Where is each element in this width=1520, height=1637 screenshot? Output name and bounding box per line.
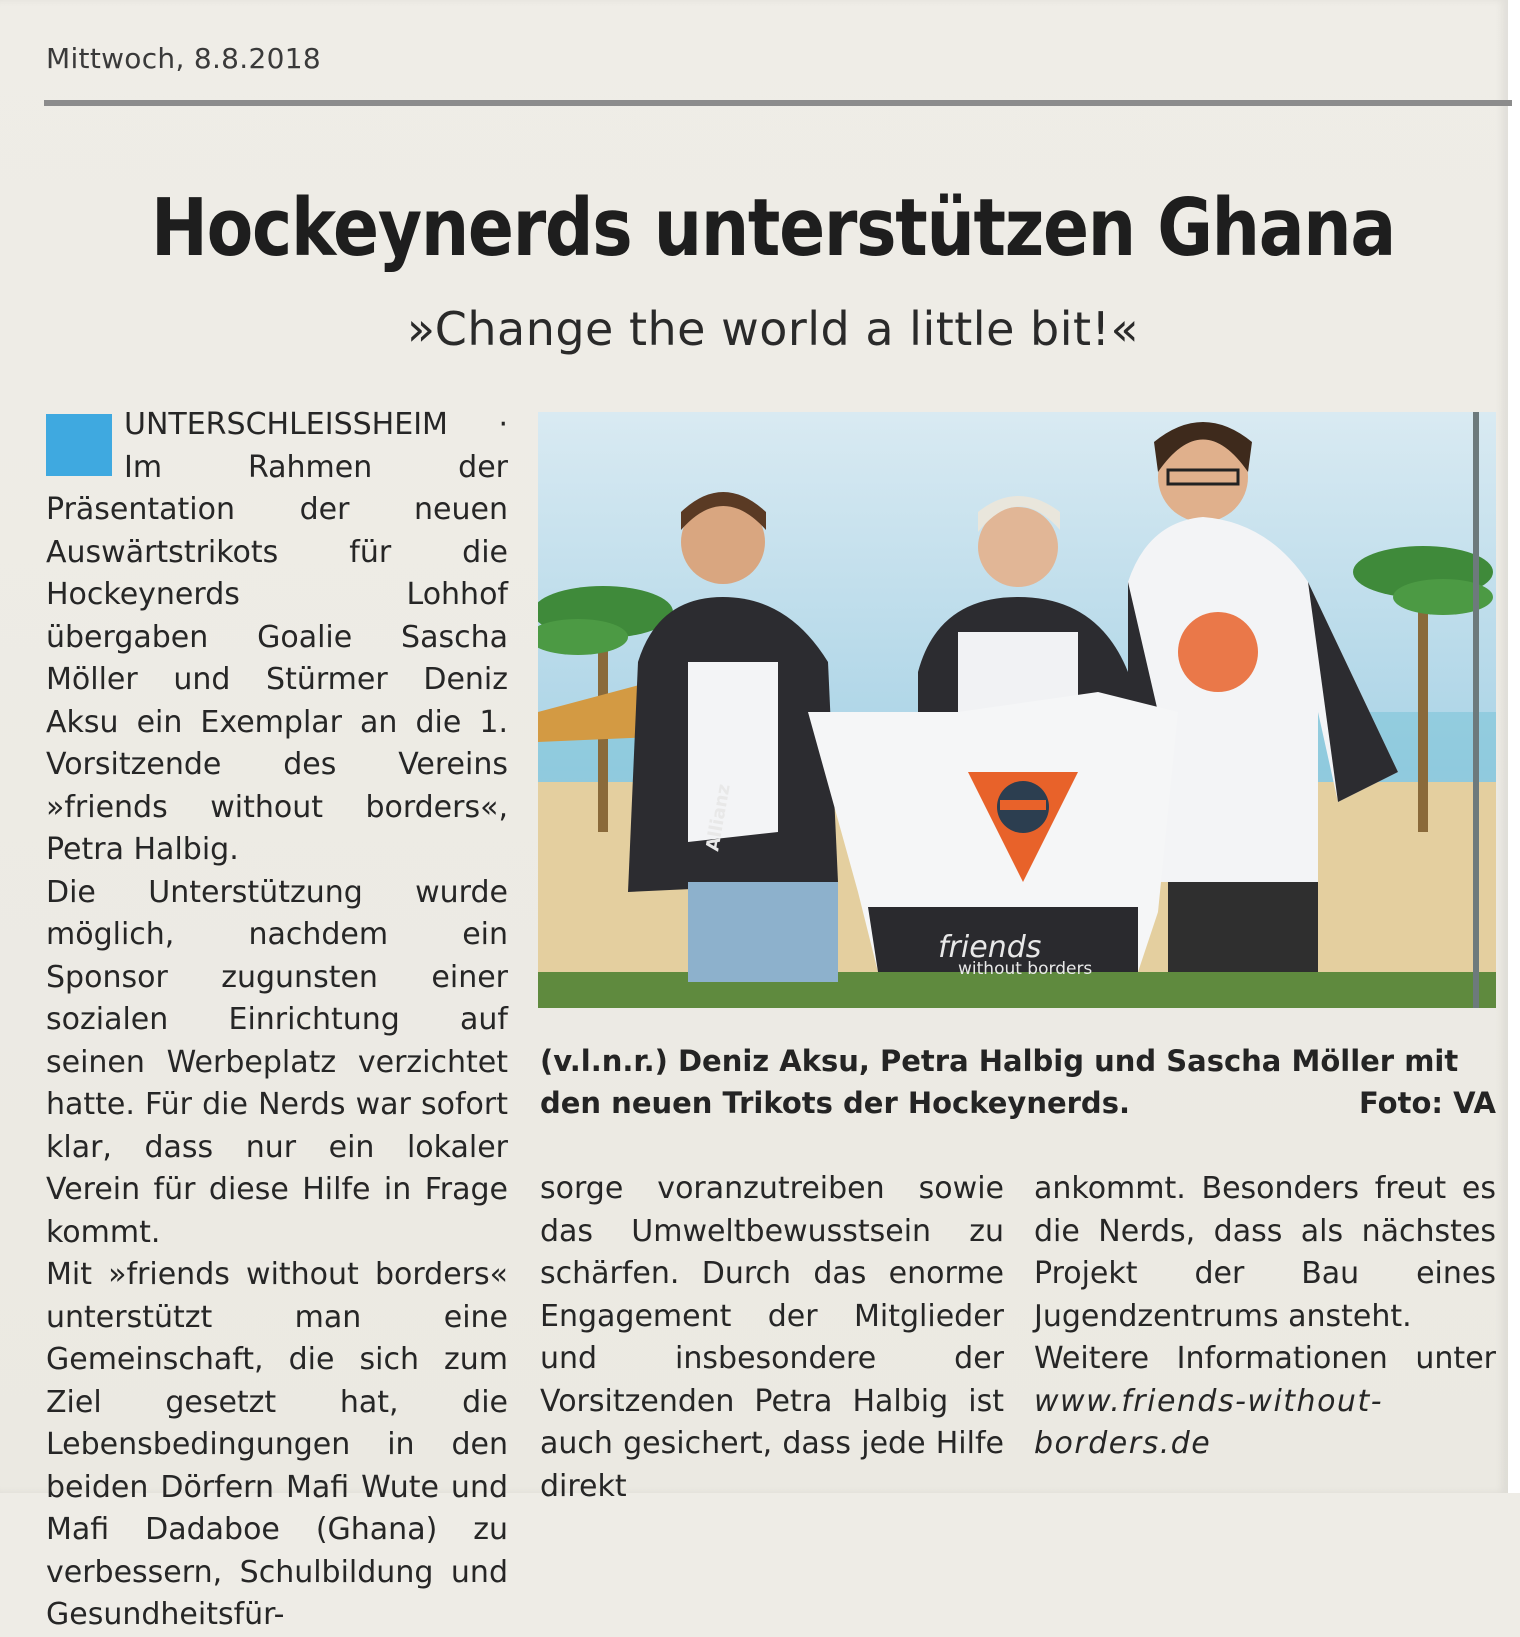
article-photo: [538, 412, 1496, 1008]
photo-caption: [540, 1040, 1496, 1124]
article-paragraph: Die Unterstützung wurde möglich, nachdem ein Sponsor zugunsten einer sozialen Einrichtung auf seinen Werbeplatz verzichtet hatte. Für die Nerds war sofort klar, dass nur ein lokaler Verein für diese Hilfe in Frage kommt.: [46, 874, 508, 1250]
subheadline: »Change the world a little bit!«: [406, 302, 1140, 356]
website-url[interactable]: www.friends-without-borders.de: [1034, 1383, 1384, 1461]
sponsor-text: Allianz: [702, 782, 735, 853]
article-column-2: [540, 1168, 1004, 1508]
caption-text: (v.l.n.r.) Deniz Aksu, Petra Halbig und Sascha Möller mit den neuen Trikots der Hockeynerds.: [540, 1044, 1459, 1120]
fence-post: [1473, 412, 1479, 1008]
headline: Hockeynerds unterstützen Ghana: [151, 182, 1395, 274]
dateline: UNTERSCHLEISSHEIM ·: [124, 407, 508, 442]
paragraph-text: Im Rahmen der Präsentation der neuen Auswärtstrikots für die Hockeynerds Lohhof übergaben Goalie Sascha Möller und Stürmer Deniz Aksu ein Exemplar an die 1. Vorsitzende des Vereins »friends without borders«, Petra Halbig.: [46, 449, 508, 867]
article-paragraph: Mit »friends without borders« unterstützt man eine Gemeinschaft, die sich zum Ziel gesetzt hat, die Lebensbedingungen in den beiden Dörfern Mafi Wute und Mafi Dadaboe (Ghana) zu verbessern, Schulbildung und Gesundheitsfür-: [46, 1257, 508, 1632]
banner-text-friends: friends: [938, 930, 1042, 965]
article-paragraph: sorge voranzutreiben sowie das Umweltbewusstsein zu schärfen. Durch das enorme Engagement der Mitglieder und insbesondere der Vorsitzenden Petra Halbig ist auch gesichert, dass jede Hilfe direkt: [540, 1171, 1004, 1504]
article-paragraph: ankommt. Besonders freut es die Nerds, dass als nächstes Projekt der Bau eines Jugendzentrums ansteht.: [1034, 1171, 1496, 1334]
article-paragraph: [1034, 1338, 1496, 1466]
section-marker-square: [46, 414, 112, 476]
article-paragraph: [46, 404, 508, 872]
article-column-3: [1034, 1168, 1496, 1466]
page-edge: [1508, 0, 1520, 1493]
banner-text-borders: without borders: [958, 959, 1093, 979]
article-column-1: [46, 404, 508, 1637]
photo-credit: Foto: VA: [1359, 1086, 1496, 1120]
header-rule: [44, 100, 1512, 106]
info-text: Weitere Informationen unter: [1034, 1341, 1496, 1376]
issue-date: Mittwoch, 8.8.2018: [46, 42, 321, 75]
